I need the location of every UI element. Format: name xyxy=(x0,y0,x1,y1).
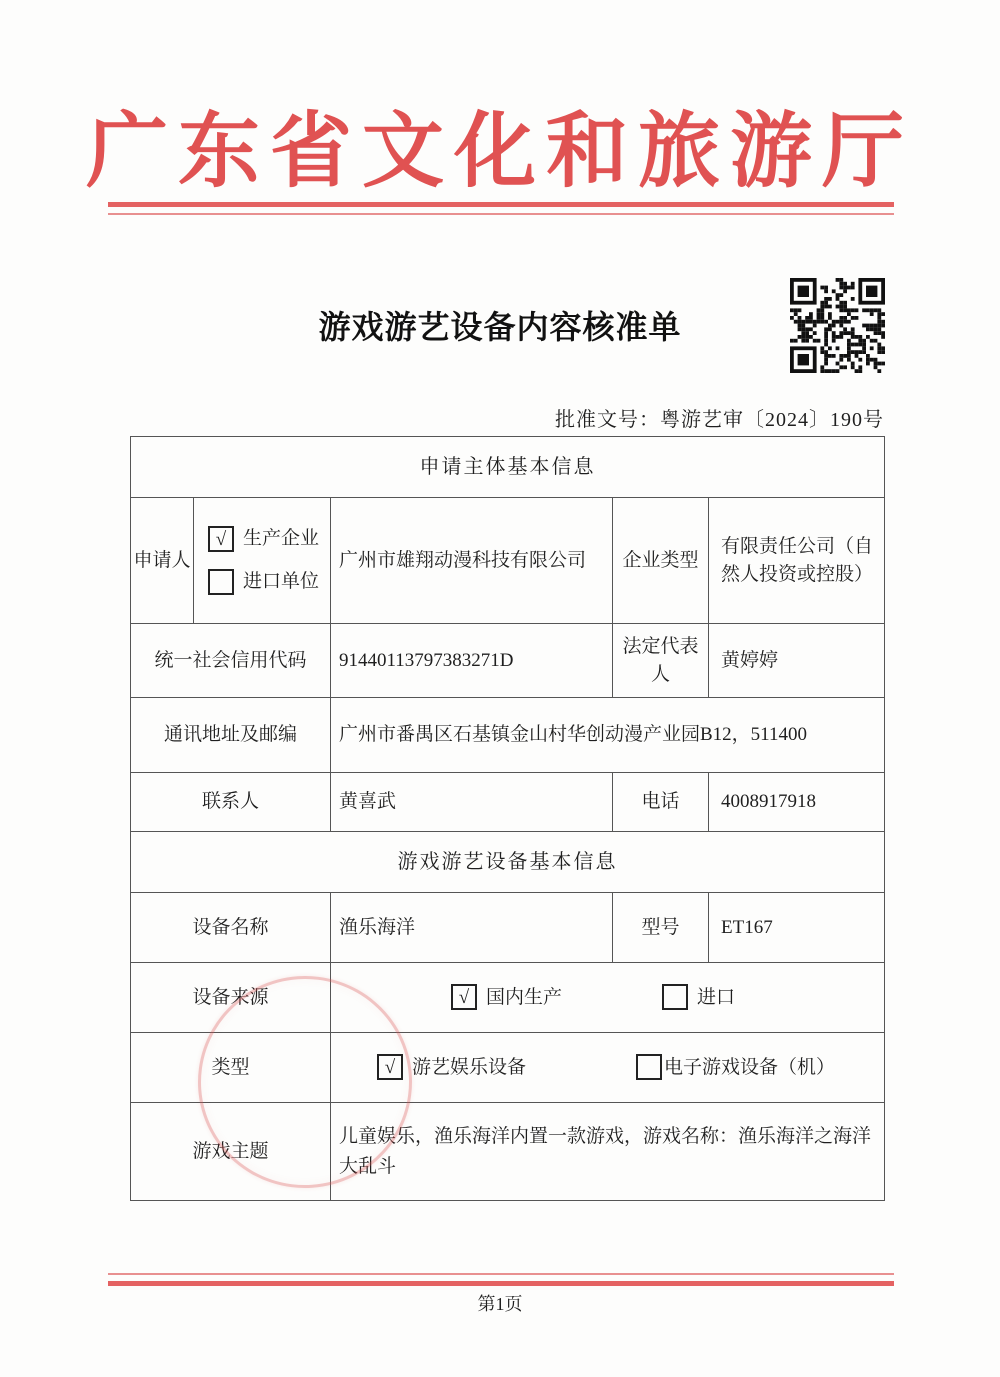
header-rule-thin xyxy=(108,213,894,215)
model-label: 型号 xyxy=(613,893,709,963)
game-theme-label: 游戏主题 xyxy=(131,1103,331,1201)
footer-rule-thick xyxy=(108,1281,894,1286)
amusement-equipment-checkbox: √ xyxy=(377,1054,403,1080)
amusement-equipment-label: 游艺娱乐设备 xyxy=(412,1056,527,1078)
page-number: 第1页 xyxy=(477,1294,523,1314)
enterprise-type-label: 企业类型 xyxy=(613,498,709,624)
address-value: 广州市番禺区石基镇金山村华创动漫产业园B12，511400 xyxy=(331,698,885,773)
phone-value: 4008917918 xyxy=(709,773,885,832)
table-row xyxy=(131,963,885,1033)
applicant-kind-cell xyxy=(194,498,331,624)
electronic-game-checkbox xyxy=(636,1054,662,1080)
device-source-label: 设备来源 xyxy=(131,963,331,1033)
import-source-checkbox xyxy=(662,984,688,1010)
game-theme-value: 儿童娱乐，渔乐海洋内置一款游戏，游戏名称：渔乐海洋之海洋大乱斗 xyxy=(331,1103,885,1201)
import-unit-checkbox xyxy=(208,569,234,595)
device-source-cell xyxy=(331,963,885,1033)
table-row xyxy=(131,832,885,893)
device-name-value: 渔乐海洋 xyxy=(331,893,613,963)
contact-value: 黄喜武 xyxy=(331,773,613,832)
table-row xyxy=(131,698,885,773)
device-type-cell xyxy=(331,1033,885,1103)
electronic-game-label: 电子游戏设备（机） xyxy=(664,1056,836,1078)
import-unit-label: 进口单位 xyxy=(243,571,320,592)
table-row xyxy=(131,1103,885,1201)
device-name-label: 设备名称 xyxy=(131,893,331,963)
agency-letterhead-title: 广东省文化和旅游厅 xyxy=(85,106,914,197)
table-row xyxy=(131,437,885,498)
company-name-value: 广州市雄翔动漫科技有限公司 xyxy=(331,498,613,624)
table-row xyxy=(131,1033,885,1103)
table-row xyxy=(131,624,885,698)
contact-label: 联系人 xyxy=(131,773,331,832)
section-header-device: 游戏游艺设备基本信息 xyxy=(131,832,885,893)
applicant-label: 申请人 xyxy=(131,498,194,624)
credit-code-label: 统一社会信用代码 xyxy=(131,624,331,698)
address-label: 通讯地址及邮编 xyxy=(131,698,331,773)
approval-number: 批准文号：粤游艺审〔2024〕190号 xyxy=(555,409,884,431)
table-row xyxy=(131,773,885,832)
qr-code xyxy=(790,278,885,373)
production-enterprise-label: 生产企业 xyxy=(243,528,320,550)
document-title: 游戏游艺设备内容核准单 xyxy=(318,309,682,345)
device-type-label: 类型 xyxy=(131,1033,331,1103)
enterprise-type-value: 有限责任公司（自然人投资或控股） xyxy=(709,498,885,624)
credit-code-value: 91440113797383271D xyxy=(331,624,613,698)
section-header-applicant: 申请主体基本信息 xyxy=(131,437,885,498)
footer-rule-thin xyxy=(108,1273,894,1275)
production-enterprise-checkbox: √ xyxy=(208,526,234,552)
domestic-production-label: 国内生产 xyxy=(486,986,563,1008)
legal-rep-value: 黄婷婷 xyxy=(709,624,885,698)
phone-label: 电话 xyxy=(613,773,709,832)
legal-rep-label: 法定代表人 xyxy=(613,624,709,698)
import-source-label: 进口 xyxy=(697,986,736,1008)
table-row xyxy=(131,893,885,963)
domestic-production-checkbox: √ xyxy=(451,984,477,1010)
table-row xyxy=(131,498,885,624)
model-value: ET167 xyxy=(709,893,885,963)
header-rule-thick xyxy=(108,202,894,207)
approval-form-table xyxy=(130,436,885,1201)
